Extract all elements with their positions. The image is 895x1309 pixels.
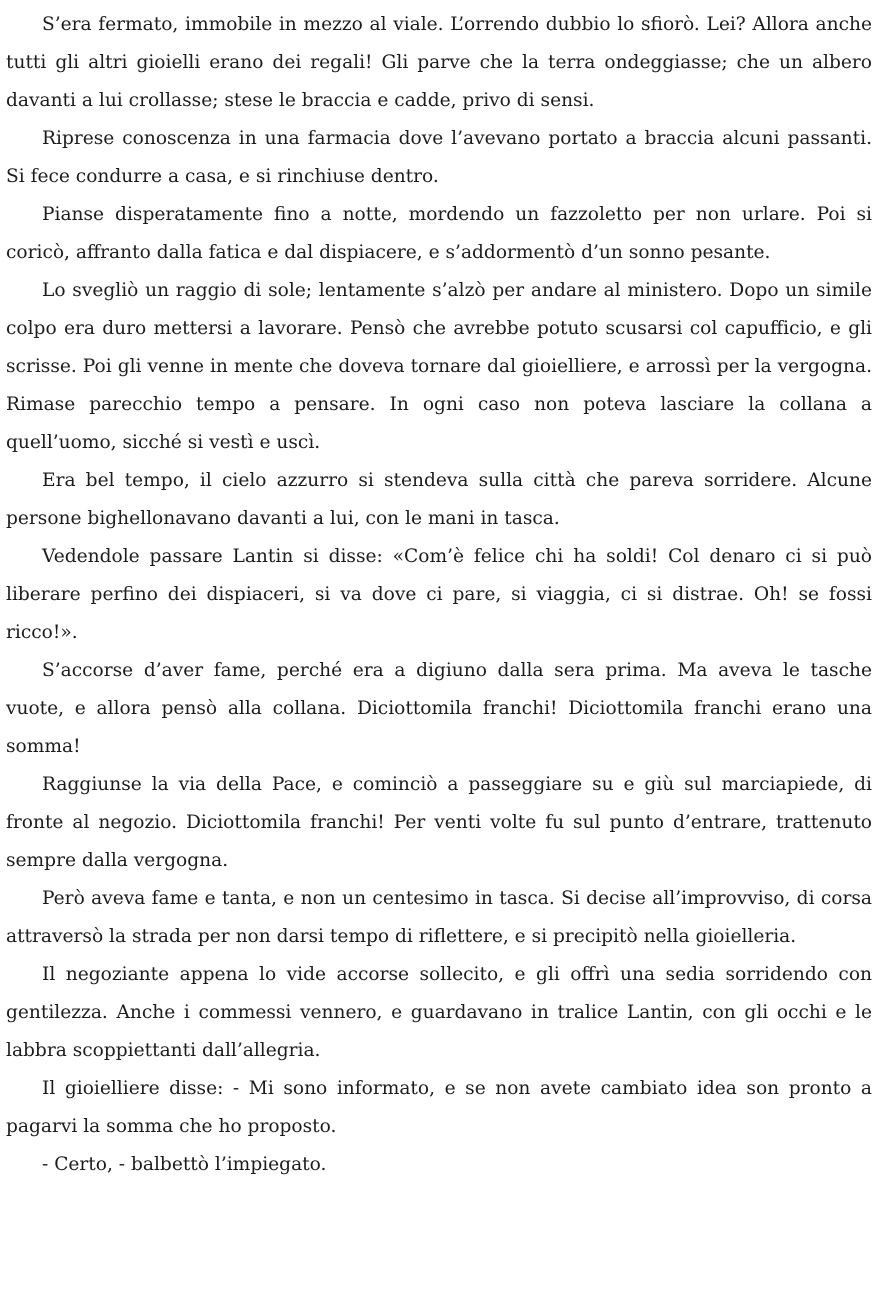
paragraph-2: Riprese conoscenza in una farmacia dove l’avevano portato a braccia alcuni passanti. Si fece condurre a casa, e si rinchiuse dentro. [6,128,872,187]
paragraph-11: Il gioielliere disse: - Mi sono informato, e se non avete cambiato idea son pronto a pagarvi la somma che ho proposto. [6,1078,872,1137]
paragraph-3: Pianse disperatamente fino a notte, mordendo un fazzoletto per non urlare. Poi si coricò, affranto dalla fatica e dal dispiacere, e s’addormentò d’un sonno pesante. [6,204,872,263]
paragraph-7: S’accorse d’aver fame, perché era a digiuno dalla sera prima. Ma aveva le tasche vuote, e allora pensò alla collana. Diciottomila franchi! Diciottomila franchi erano una somma! [6,660,872,757]
paragraph-4: Lo svegliò un raggio di sole; lentamente s’alzò per andare al ministero. Dopo un simile colpo era duro mettersi a lavorare. Pensò che avrebbe potuto scusarsi col capufficio, e gli scrisse. Poi gli venne in mente che doveva tornare dal gioielliere, e arrossì per la vergogna. Rimase parecchio tempo a pensare. In ogni caso non poteva lasciare la collana a quell’uomo, sicché si vestì e uscì. [6,280,872,453]
paragraph-8: Raggiunse la via della Pace, e cominciò a passeggiare su e giù sul marciapiede, di fronte al negozio. Diciottomila franchi! Per venti volte fu sul punto d’entrare, trattenuto sempre dalla vergogna. [6,774,872,871]
paragraph-6: Vedendole passare Lantin si disse: «Com’è felice chi ha soldi! Col denaro ci si può liberare perfino dei dispiaceri, si va dove ci pare, si viaggia, ci si distrae. Oh! se fossi ricco!». [6,546,872,643]
document-page [6,6,872,1184]
paragraph-12: - Certo, - balbettò l’impiegato. [42,1154,327,1175]
paragraph-1: S’era fermato, immobile in mezzo al viale. L’orrendo dubbio lo sfiorò. Lei? Allora anche tutti gli altri gioielli erano dei regali! Gli parve che la terra ondeggiasse; che un albero davanti a lui crollasse; stese le braccia e cadde, privo di sensi. [6,14,872,111]
paragraph-9: Però aveva fame e tanta, e non un centesimo in tasca. Si decise all’improvviso, di corsa attraversò la strada per non darsi tempo di riflettere, e si precipitò nella gioielleria. [6,888,872,947]
paragraph-5: Era bel tempo, il cielo azzurro si stendeva sulla città che pareva sorridere. Alcune persone bighellonavano davanti a lui, con le mani in tasca. [6,470,872,529]
paragraph-10: Il negoziante appena lo vide accorse sollecito, e gli offrì una sedia sorridendo con gentilezza. Anche i commessi vennero, e guardavano in tralice Lantin, con gli occhi e le labbra scoppiettanti dall’allegria. [6,964,872,1061]
